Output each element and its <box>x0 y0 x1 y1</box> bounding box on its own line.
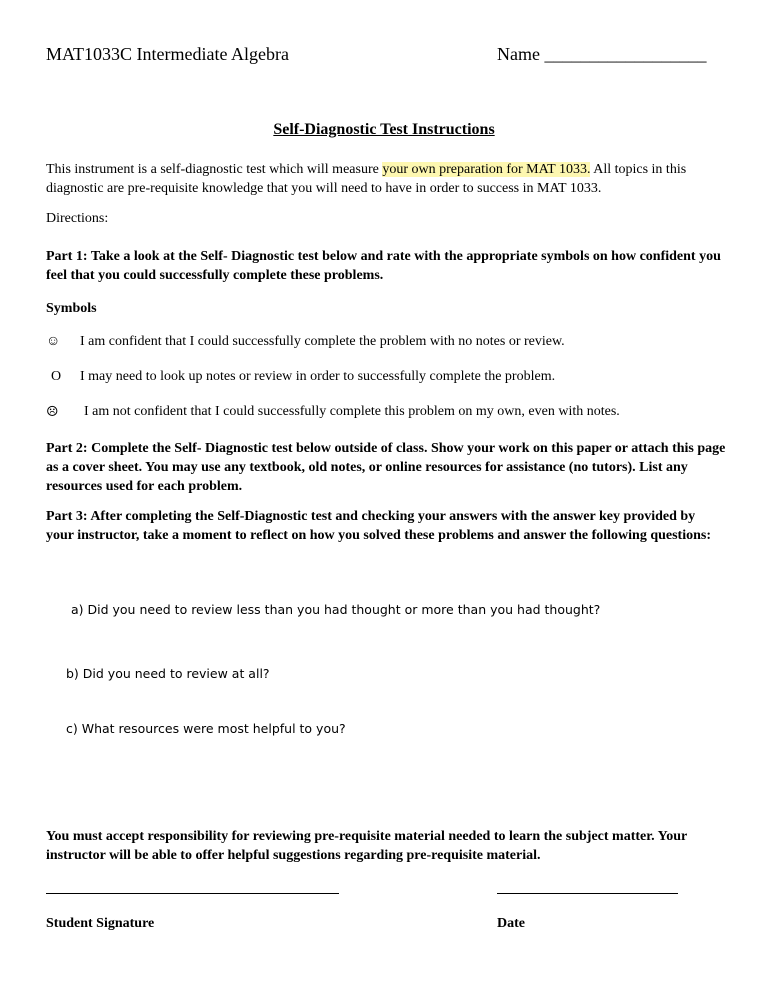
date-label: Date <box>497 916 525 931</box>
directions-label: Directions: <box>46 211 109 226</box>
symbols-heading: Symbols <box>46 301 97 316</box>
date-line[interactable] <box>497 893 678 894</box>
smiley-icon: ☺ <box>46 334 61 349</box>
question-a: a) Did you need to review less than you had thought or more than you had thought? <box>71 602 601 617</box>
intro-highlight: your own preparation for MAT 1033. <box>382 162 591 177</box>
symbol-review-text: I may need to look up notes or review in order to successfully complete the problem. <box>80 369 556 384</box>
part3-instructions: Part 3: After completing the Self-Diagnostic test and checking your answers with the answer key provided by your instructor, take a moment to reflect on how you solved these problems and answer the following questions: <box>46 509 712 543</box>
responsibility-statement: You must accept responsibility for reviewing pre-requisite material needed to learn the subject matter. Your instructor will be able to offer helpful suggestions regarding pre-requisite material. <box>46 829 687 863</box>
name-field-label: Name __________________ <box>497 44 707 64</box>
intro-text-end: All topics in this diagnostic are pre-requisite knowledge that you will need to have in order to success in MAT 1033. <box>46 162 687 196</box>
student-signature-label: Student Signature <box>46 916 155 931</box>
intro-text-start: This instrument is a self-diagnostic test which will measure <box>46 162 383 177</box>
part1-instructions: Part 1: Take a look at the Self- Diagnostic test below and rate with the appropriate symbols on how confident you feel that you could successfully complete these problems. <box>46 249 721 283</box>
page-title: Self-Diagnostic Test Instructions <box>273 121 495 138</box>
question-c: c) What resources were most helpful to you? <box>66 721 346 736</box>
course-title: MAT1033C Intermediate Algebra <box>46 44 289 64</box>
question-b: b) Did you need to review at all? <box>66 666 270 681</box>
part2-instructions: Part 2: Complete the Self- Diagnostic test below outside of class. Show your work on this paper or attach this page as a cover sheet. You may use any textbook, old notes, or online resources for assistance (no tutors). List any resources used for each problem. <box>46 441 726 494</box>
symbol-confident-text: I am confident that I could successfully complete the problem with no notes or review. <box>80 334 565 349</box>
signature-line[interactable] <box>46 893 339 894</box>
frown-icon: ☹ <box>46 405 59 420</box>
symbol-not-confident-text: I am not confident that I could successfully complete this problem on my own, even with notes. <box>84 404 620 419</box>
intro-paragraph <box>46 160 726 198</box>
circle-o-icon: O <box>51 369 62 384</box>
